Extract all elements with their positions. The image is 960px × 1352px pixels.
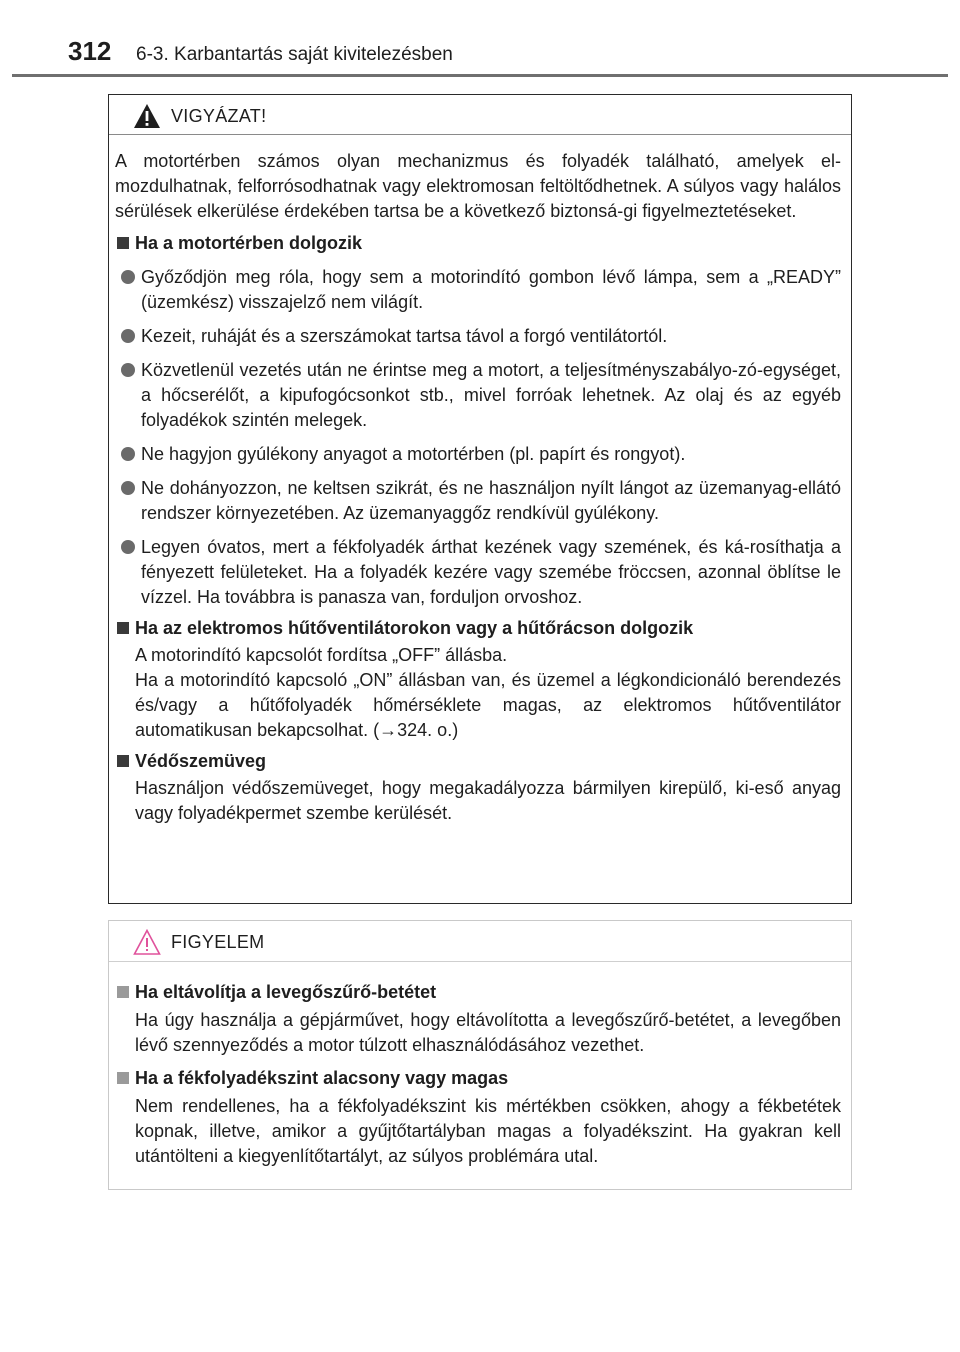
round-bullet-icon (121, 329, 135, 343)
paragraph: Ha a motorindító kapcsoló „ON” állásban van, és üzemel a légkondicionáló berendezés és/vagy a hűtőfolyadék hőmérséklete magas, az elektromos hűtőventilátor automatikusan bekapcsolhat. (→324. o.) (135, 670, 841, 740)
section-heading (115, 980, 841, 1005)
header-rule (12, 74, 948, 77)
square-bullet-icon (117, 1072, 129, 1084)
heading-text: Ha az elektromos hűtőventilátorokon vagy a hűtőrácson dolgozik (135, 618, 694, 638)
square-bullet-icon (117, 755, 129, 767)
warning-box (108, 94, 852, 904)
round-bullet-icon (121, 481, 135, 495)
caution-box-header (109, 921, 851, 962)
section-heading (115, 1066, 841, 1091)
list-item (115, 535, 841, 610)
paragraph: Ha úgy használja a gépjárművet, hogy eltávolította a levegőszűrő-betétet, a levegőben lévő szennyeződés a motor túlzott elhasználódásához vezethet. (135, 1010, 841, 1055)
square-bullet-icon (117, 237, 129, 249)
list-item-text: Győződjön meg róla, hogy sem a motorindító gombon lévő lámpa, sem a „READY” (üzemkész) visszajelző nem világít. (141, 267, 841, 312)
caution-body (109, 962, 851, 1169)
round-bullet-icon (121, 270, 135, 284)
caution-triangle-icon (133, 929, 161, 955)
list-item-text: Legyen óvatos, mert a fékfolyadék árthat kezének vagy szemének, és ká-rosíthatja a fényezett felületeket. Ha a folyadék kezére vagy szemébe fröccsen, azonnal öblítse le vízzel. Ha továbbra is panasza van, forduljon orvoshoz. (141, 537, 841, 607)
square-bullet-icon (117, 622, 129, 634)
caution-title: FIGYELEM (171, 932, 265, 952)
section-heading (115, 616, 841, 641)
list-item-text: Ne dohányozzon, ne keltsen szikrát, és ne használjon nyílt lángot az üzemanyag-ellátó rendszer környezetében. Az üzemanyaggőz rendkívül gyúlékony. (141, 478, 841, 523)
warning-box-header (109, 95, 851, 135)
section-heading (115, 231, 841, 256)
list-item (115, 442, 841, 467)
list-item (115, 324, 841, 349)
list-item (115, 476, 841, 526)
page-number: 312 (68, 36, 112, 66)
round-bullet-icon (121, 363, 135, 377)
heading-text: Ha eltávolítja a levegőszűrő-betétet (135, 982, 437, 1002)
warning-intro: A motortérben számos olyan mechanizmus és folyadék található, amelyek el-mozdulhatnak, felforrósodhatnak vagy elektromosan feltöltődhetnek. A súlyos vagy halálos sérülések elkerülése érdekében tartsa be a következő biztonsá-gi figyelmeztetéseket. (115, 151, 841, 221)
list-item-text: Kezeit, ruháját és a szerszámokat tartsa távol a forgó ventilátortól. (141, 326, 668, 346)
round-bullet-icon (121, 447, 135, 461)
square-bullet-icon (117, 986, 129, 998)
warning-body (109, 135, 851, 826)
paragraph: Használjon védőszemüveget, hogy megakadályozza bármilyen kirepülő, ki-eső anyag vagy folyadékpermet szembe kerülését. (135, 778, 841, 823)
heading-text: Védőszemüveg (135, 751, 267, 771)
warning-title: VIGYÁZAT! (171, 106, 267, 126)
list-item (115, 265, 841, 315)
paragraph: A motorindító kapcsolót fordítsa „OFF” állásba. (135, 645, 508, 665)
caution-box (108, 920, 852, 1190)
heading-text: Ha a fékfolyadékszint alacsony vagy magas (135, 1068, 509, 1088)
warning-triangle-icon (133, 103, 161, 129)
list-item-text: Közvetlenül vezetés után ne érintse meg a motort, a teljesítményszabályo-zó-egységet, a hőcserélőt, a kipufogócsonkot stb., mivel forróak lehetnek. Az olaj és az egyéb folyadékok szintén melegek. (141, 360, 841, 430)
list-item (115, 358, 841, 433)
list-item-text: Ne hagyjon gyúlékony anyagot a motortérben (pl. papírt és rongyot). (141, 444, 686, 464)
heading-text: Ha a motortérben dolgozik (135, 233, 363, 253)
page-header (0, 0, 960, 80)
paragraph: Nem rendellenes, ha a fékfolyadékszint kis mértékben csökken, ahogy a fékbetétek kopnak, illetve, amikor a gyűjtőtartályban magas a folyadékszint. Ha gyakran kell utántölteni a kiegyenlítőtartályt, az súlyos problémára utal. (135, 1096, 841, 1166)
section-title: 6-3. Karbantartás saját kivitelezésben (136, 44, 453, 65)
section-heading (115, 749, 841, 774)
round-bullet-icon (121, 540, 135, 554)
